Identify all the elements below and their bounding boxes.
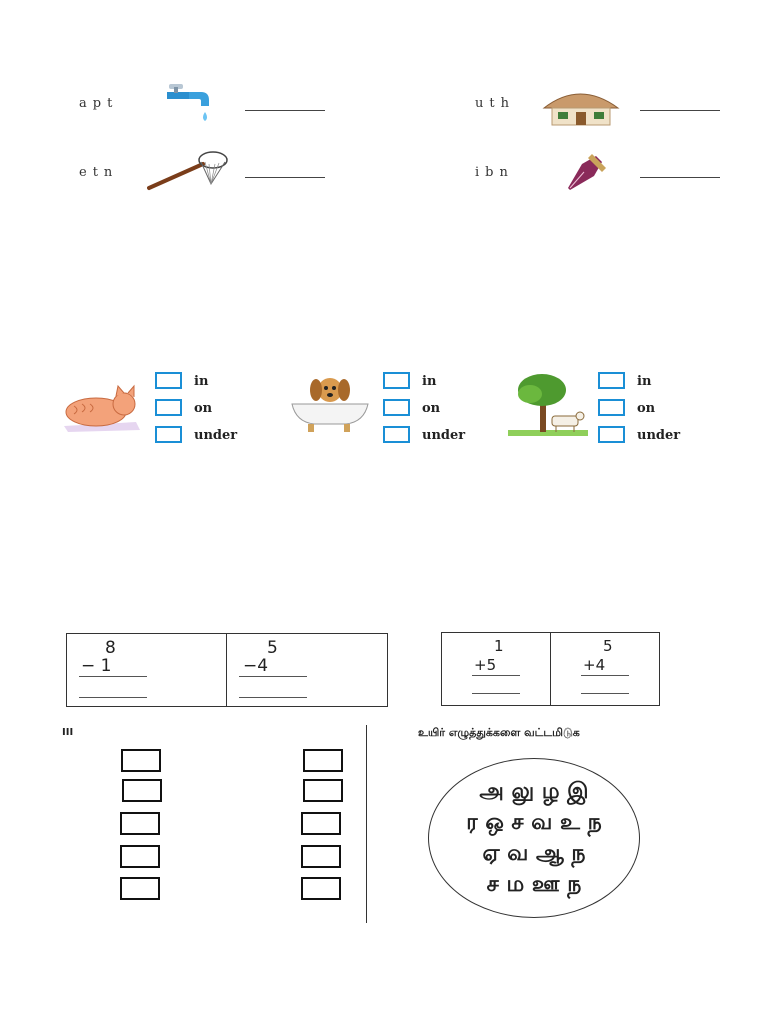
option-label: in (194, 374, 209, 389)
option-label: under (637, 428, 681, 443)
answer-box[interactable] (303, 779, 343, 802)
checkbox-dog-on[interactable] (383, 399, 410, 416)
answer-line-1[interactable] (245, 110, 325, 111)
bottom-number: − 1 (81, 656, 112, 676)
hut-icon (540, 84, 622, 128)
jumbled-word-4: ibn (475, 165, 514, 180)
jumbled-word-3: uth (475, 96, 515, 111)
answer-line[interactable] (581, 693, 629, 694)
option-label: on (422, 401, 441, 416)
addition-cell-2 (551, 633, 660, 706)
tamil-row[interactable]: அ லு ழ இ (479, 779, 589, 804)
option-label: in (637, 374, 652, 389)
subtraction-cell-1 (67, 634, 227, 707)
bottom-number: −4 (243, 656, 269, 676)
sum-line (472, 675, 520, 676)
option-label: under (194, 428, 238, 443)
net-icon (147, 150, 229, 192)
tamil-instruction: உயிர் எழுத்துக்களை வட்டமிடுக (418, 726, 580, 739)
jumbled-word-1: apt (79, 96, 119, 111)
bottom-number: +5 (474, 656, 497, 674)
subtraction-cell-2 (227, 634, 388, 707)
subtraction-table (66, 633, 388, 707)
option-label: on (637, 401, 656, 416)
addition-cell-1 (442, 633, 551, 706)
option-label: on (194, 401, 213, 416)
answer-box[interactable] (120, 812, 160, 835)
jumbled-word-2: etn (79, 165, 119, 180)
answer-line-4[interactable] (640, 177, 720, 178)
checkbox-dog-in[interactable] (383, 372, 410, 389)
answer-line[interactable] (79, 697, 147, 698)
top-number: 5 (267, 638, 278, 658)
dog-in-tub-icon (288, 374, 370, 434)
checkbox-dog-under[interactable] (383, 426, 410, 443)
answer-box[interactable] (301, 812, 341, 835)
sum-line (581, 675, 629, 676)
answer-box[interactable] (122, 779, 162, 802)
column-divider (366, 725, 367, 923)
checkbox-cow-on[interactable] (598, 399, 625, 416)
tamil-row[interactable]: ச ம ஊ ந (486, 872, 582, 897)
tamil-letter-grid (428, 776, 640, 900)
answer-line[interactable] (239, 697, 307, 698)
section-marker: III (62, 727, 74, 738)
addition-table (441, 632, 660, 706)
bottom-number: +4 (583, 656, 606, 674)
sum-line (79, 676, 147, 677)
cat-on-mat-icon (62, 382, 142, 432)
checkbox-cat-under[interactable] (155, 426, 182, 443)
answer-box[interactable] (301, 877, 341, 900)
tamil-row[interactable]: ர ஒ ச வ உ ந (466, 810, 602, 835)
answer-box[interactable] (121, 749, 161, 772)
answer-line-3[interactable] (640, 110, 720, 111)
checkbox-cow-in[interactable] (598, 372, 625, 389)
answer-box[interactable] (120, 845, 160, 868)
answer-line-2[interactable] (245, 177, 325, 178)
checkbox-cat-in[interactable] (155, 372, 182, 389)
answer-box[interactable] (301, 845, 341, 868)
cow-under-tree-icon (508, 372, 588, 438)
top-number: 8 (105, 638, 116, 658)
checkbox-cat-on[interactable] (155, 399, 182, 416)
option-label: in (422, 374, 437, 389)
checkbox-cow-under[interactable] (598, 426, 625, 443)
top-number: 1 (494, 637, 504, 655)
pen-nib-icon (562, 150, 610, 192)
answer-box[interactable] (120, 877, 160, 900)
answer-box[interactable] (303, 749, 343, 772)
tamil-row[interactable]: ஏ வ ஆ ந (482, 841, 586, 866)
top-number: 5 (603, 637, 613, 655)
tap-icon (163, 82, 213, 128)
option-label: under (422, 428, 466, 443)
sum-line (239, 676, 307, 677)
answer-line[interactable] (472, 693, 520, 694)
